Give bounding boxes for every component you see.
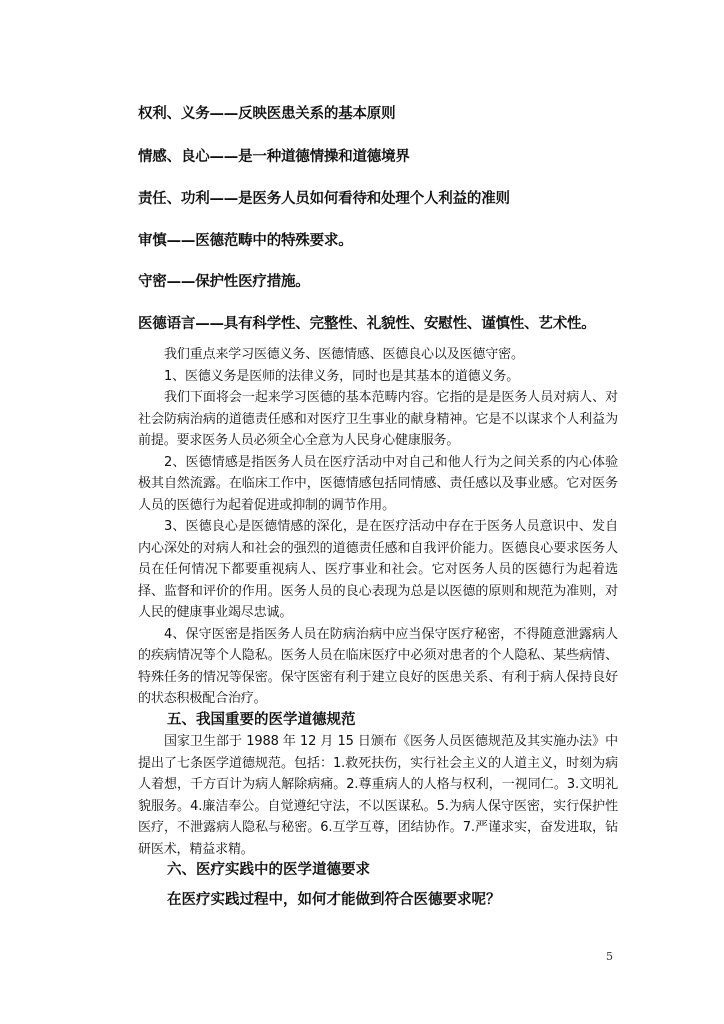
- paragraph-medical-emotion: 2、医德情感是指医务人员在医疗活动中对自己和他人行为之间关系的内心体验极其自然流露。在临床工作中，医德情感包括同情感、责任感以及事业感。它对医务人员的医德行为起着促进或抑制的调节作用。: [138, 454, 618, 513]
- page-number: 5: [606, 950, 613, 963]
- paragraph-intro: 我们重点来学习医德义务、医德情感、医德良心以及医德守密。: [164, 347, 524, 362]
- heading-responsibility-utility: 责任、功利——是医务人员如何看待和处理个人利益的准则: [138, 191, 510, 207]
- section-5-title: 五、我国重要的医学道德规范: [167, 711, 356, 728]
- section-5-body: 国家卫生部于 1988 年 12 月 15 日颁布《医务人员医德规范及其实施办法》中提出了七条医学道德规范。包括：1.救死扶伤，实行社会主义的人道主义，时刻为病人着想，千方百计为病人解除病痛。2.尊重病人的人格与权利，一视同仁。3.文明礼貌服务。4.廉洁奉公。自觉遵纪守法，不以医谋私。5.为病人保守医密，实行保护性医疗，不泄露病人隐私与秘密。6.互学互尊，团结协作。7.严谨求实，奋发进取，钻研医术，精益求精。: [138, 734, 618, 857]
- heading-emotion-conscience: 情感、良心——是一种道德情操和道德境界: [138, 149, 410, 165]
- paragraph-medical-conscience: 3、医德良心是医德情感的深化，是在医疗活动中存在于医务人员意识中、发自内心深处的对病人和社会的强烈的道德责任感和自我评价能力。医德良心要求医务人员在任何情况下都要重视病人、医疗事业和社会。它对医务人员的医德行为起着选择、监督和评价的作用。医务人员的良心表现为总是以医德的原则和规范为准则，对人民的健康事业竭尽忠诚。: [138, 519, 618, 620]
- heading-rights-duties: 权利、义务——反映医患关系的基本原则: [138, 106, 396, 122]
- heading-confidentiality: 守密——保护性医疗措施。: [138, 274, 310, 290]
- heading-prudence: 审慎——医德范畴中的特殊要求。: [138, 233, 353, 249]
- paragraph-medical-confidentiality: 4、保守医密是指医务人员在防病治病中应当保守医疗秘密，不得随意泄露病人的疾病情况等个人隐私。医务人员在临床医疗中必须对患者的个人隐私、某些病情、特殊任务的情况等保密。保守医密有利于建立良好的医患关系、有利于病人保持良好的状态积极配合治疗。: [138, 626, 618, 706]
- paragraph-medical-duty: 1、医德义务是医师的法律义务，同时也是其基本的道德义务。: [164, 368, 520, 384]
- final-question: 在医疗实践过程中，如何才能做到符合医德要求呢？: [167, 891, 501, 908]
- heading-medical-language: 医德语言——具有科学性、完整性、礼貌性、安慰性、谨慎性、艺术性。: [138, 316, 596, 332]
- paragraph-duty-detail: 我们下面将会一起来学习医德的基本范畴内容。它指的是是医务人员对病人、对社会防病治病的道德责任感和对医疗卫生事业的献身精神。它是不以谋求个人利益为前提。要求医务人员必须全心全意为人民身心健康服务。: [138, 390, 618, 448]
- body-text: [138, 344, 618, 911]
- section-6-title: 六、医疗实践中的医学道德要求: [167, 862, 370, 878]
